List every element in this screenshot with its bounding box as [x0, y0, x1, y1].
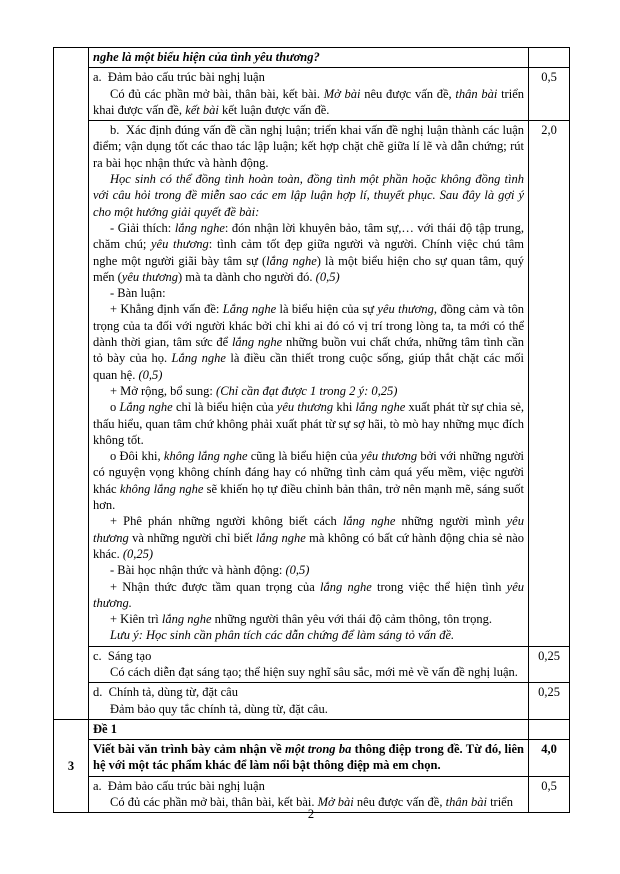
table-row: [54, 68, 570, 121]
text-run: là biểu hiện của sự: [276, 302, 378, 317]
text-run: lắng nghe: [266, 253, 317, 268]
table-row: [54, 719, 570, 739]
text-run: ) là một biểu hiện cho sự quan tâm, quý mến (: [93, 253, 524, 284]
rubric-table-body: [54, 48, 570, 813]
paragraph: [93, 627, 524, 643]
text-run: lắng nghe: [161, 612, 212, 627]
text-run: trong việc thể hiện tình: [371, 579, 507, 594]
criteria-content-cell: [89, 68, 529, 121]
paragraph: [93, 579, 524, 612]
text-run: nghe là một biểu hiện của tình yêu thương?: [93, 50, 320, 64]
text-run: Lắng nghe: [171, 351, 226, 366]
paragraph: [93, 171, 524, 220]
text-run: lắng nghe: [255, 530, 306, 545]
paragraph: [93, 383, 524, 399]
text-run: nêu được vấn đề,: [353, 795, 446, 810]
criteria-content-cell: [89, 48, 529, 68]
text-run: kết bài: [185, 102, 219, 117]
text-run: thông điệp trong đề. Từ đó, liên hệ với một tác phẩm khác để làm nổi bật thông điệp mà em chọn.: [93, 742, 524, 773]
paragraph: [93, 448, 524, 513]
text-run: c. Sáng tạo: [93, 648, 152, 663]
text-run: thân bài: [455, 86, 498, 101]
text-run: Đảm bảo quy tắc chính tả, dùng từ, đặt câu.: [110, 701, 328, 716]
criteria-content-cell: [89, 740, 529, 777]
text-run: triển: [486, 795, 513, 810]
text-run: - Giải thích:: [110, 220, 175, 235]
text-run: (0,5): [285, 563, 310, 578]
text-run: và những người chỉ biết: [128, 530, 256, 545]
text-run: b. Xác định đúng vấn đề cần nghị luận; triển khai vấn đề nghị luận thành các luận điểm; vận dụng tốt các thao tác lập luận; kết hợp chặt chẽ giữa lí lẽ và dẫn chứng; rút ra bài học nhận thức và hành động.: [93, 123, 524, 170]
text-run: xuất phát từ sự chia sẻ, thấu hiểu, quan tâm chứ không phải xuất phát từ sự sợ hãi, tò mò hay những mục đích không tốt.: [93, 400, 524, 447]
text-run: những người mình: [395, 514, 507, 529]
text-run: không lắng nghe: [163, 449, 248, 464]
paragraph: [93, 741, 524, 774]
paragraph: [93, 301, 524, 382]
text-run: những người thân yêu với thái độ cảm thông, tôn trọng.: [211, 612, 493, 627]
text-run: một trong ba: [285, 742, 352, 757]
paragraph: [93, 399, 524, 448]
text-run: yêu thương: [377, 302, 434, 317]
paragraph: [93, 664, 524, 680]
text-run: yêu thương: [276, 400, 334, 415]
table-row: [54, 121, 570, 647]
score-cell: [529, 48, 570, 68]
text-run: (0,5): [315, 269, 340, 284]
text-run: Có đủ các phần mở bài, thân bài, kết bài.: [110, 86, 324, 101]
text-run: khi: [333, 400, 356, 415]
text-run: là điều cần thiết trong cuộc sống, giúp thắt chặt các mối quan hệ.: [93, 351, 525, 382]
table-row: [54, 740, 570, 777]
text-run: cũng là biểu hiện của: [247, 449, 361, 464]
text-run: Lắng nghe: [119, 400, 173, 415]
table-row: [54, 48, 570, 68]
text-run: + Kiên trì: [110, 612, 162, 627]
text-run: yêu thương: [121, 269, 178, 284]
criteria-content-cell: [89, 683, 529, 720]
text-run: Mở bài: [323, 86, 361, 101]
text-run: yêu thương: [93, 514, 524, 545]
paragraph: [93, 684, 524, 700]
text-run: + Nhận thức được tầm quan trọng của: [110, 579, 321, 594]
page-number: 2: [307, 807, 315, 821]
score-cell: 2,0: [529, 121, 570, 647]
table-row: [54, 683, 570, 720]
text-run: - Bài học nhận thức và hành động:: [110, 563, 286, 578]
text-run: thân bài: [445, 795, 487, 810]
text-run: lắng nghe: [231, 335, 283, 350]
text-run: sẽ khiến họ tự điều chỉnh bản thân, trở nên mạnh mẽ, sáng suốt hơn.: [93, 481, 524, 513]
text-run: lắng nghe: [320, 579, 372, 594]
criteria-content-cell: [89, 121, 529, 647]
text-run: : tình cảm tốt đẹp giữa người và người. Chính việc chú tâm nghe một người giãi bày tâm sự (: [93, 237, 525, 268]
table-row: [54, 646, 570, 683]
text-run: - Bàn luận:: [110, 286, 166, 301]
paragraph: [93, 701, 524, 717]
text-run: triển khai được vấn đề,: [93, 86, 524, 117]
text-run: Có cách diễn đạt sáng tạo; thể hiện suy nghĩ sâu sắc, mới mẻ về vấn đề nghị luận.: [110, 664, 518, 679]
text-run: lắng nghe: [174, 220, 225, 235]
paragraph: [93, 122, 524, 171]
question-number-cell: 3: [54, 719, 89, 812]
paragraph: [93, 220, 524, 285]
text-run: Mở bài: [317, 795, 354, 810]
text-run: a. Đảm bảo cấu trúc bài nghị luận: [93, 70, 265, 85]
paragraph: [93, 285, 524, 301]
text-run: Có đủ các phần mở bài, thân bài, kết bài.: [110, 795, 318, 810]
text-run: + Mở rộng, bổ sung:: [110, 383, 217, 398]
text-run: yêu thương: [151, 237, 209, 252]
criteria-content-cell: [89, 646, 529, 683]
score-cell: 0,5: [529, 776, 570, 813]
text-run: : đón nhận lời khuyên bảo, tâm sự,… với thái độ tập trung, chăm chú;: [93, 220, 524, 252]
text-run: (0,5): [138, 367, 163, 382]
text-run: những buồn vui chất chứa, những tâm tình cần tỏ bày của họ.: [93, 335, 524, 366]
text-run: Lắng nghe: [222, 302, 277, 317]
score-cell: 0,5: [529, 68, 570, 121]
text-run: Đề 1: [93, 721, 117, 736]
paragraph: [93, 611, 524, 627]
text-run: , đồng cảm và tôn trọng của ta đối với người khác bởi chỉ khi ai đó có vị trí trong lòng ta, ta mới có thể dành thời gian, tâm sức để: [93, 302, 525, 350]
paragraph: [93, 69, 524, 85]
text-run: nêu được vấn đề,: [360, 86, 456, 101]
paragraph: [93, 721, 524, 737]
paragraph: [93, 648, 524, 664]
text-run: + Phê phán những người không biết cách: [110, 514, 343, 529]
paragraph: [93, 86, 524, 119]
text-run: yêu thương: [360, 449, 418, 464]
score-cell: 0,25: [529, 646, 570, 683]
score-cell: 4,0: [529, 740, 570, 777]
text-run: Lưu ý: Học sinh cần phân tích các dẫn chứng để làm sáng tỏ vấn đề.: [110, 628, 455, 643]
text-run: bởi với những người có nguyện vọng không chính đáng hay có những tình cảm quá yếu mềm, việc người khác: [93, 449, 524, 496]
text-run: a. Đảm bảo cấu trúc bài nghị luận: [93, 778, 265, 793]
text-run: ) mà ta dành cho người đó.: [178, 269, 316, 284]
paragraph: [93, 562, 524, 578]
score-cell: [529, 719, 570, 739]
text-run: mà không có bất cứ hành động chia sẻ nào khác.: [93, 530, 524, 561]
question-number-cell: [54, 48, 89, 720]
grading-rubric-table: [53, 47, 570, 813]
score-cell: 0,25: [529, 683, 570, 720]
paragraph: [93, 513, 524, 562]
paragraph: [93, 778, 524, 794]
text-run: chỉ là biểu hiện của: [172, 400, 277, 415]
paragraph: [93, 49, 524, 65]
text-run: yêu thương.: [93, 579, 524, 610]
text-run: (0,25): [122, 546, 154, 561]
text-run: d. Chính tả, dùng từ, đặt câu: [93, 685, 238, 700]
text-run: lắng nghe: [342, 514, 396, 529]
text-run: Viết bài văn trình bày cảm nhận về: [93, 742, 286, 757]
text-run: lắng nghe: [355, 400, 406, 415]
text-run: không lắng nghe: [119, 481, 204, 496]
text-run: o Đôi khi,: [110, 449, 164, 464]
criteria-content-cell: [89, 719, 529, 739]
text-run: (Chỉ cần đạt được 1 trong 2 ý: 0,25): [216, 383, 398, 398]
text-run: Học sinh có thể đồng tình hoàn toàn, đồng tình một phần hoặc không đồng tình với câu hỏi trong đề miễn sao các em lập luận hợp lí, thuyết phục. Sau đây là gợi ý cho một hướng giải quyết đề bài:: [93, 172, 524, 219]
text-run: o: [110, 400, 120, 415]
text-run: kết luận được vấn đề.: [218, 102, 330, 117]
text-run: + Khẳng định vấn đề:: [110, 302, 223, 317]
